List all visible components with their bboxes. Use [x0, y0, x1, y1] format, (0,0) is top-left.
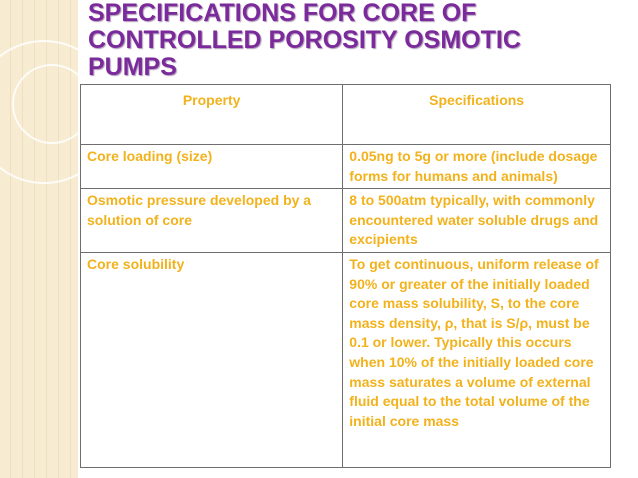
table-row: [81, 252, 611, 467]
spec-cell: 8 to 500atm typically, with commonly encountered water soluble drugs and excipients: [343, 189, 611, 253]
table-header-row: [81, 85, 611, 145]
property-cell: Core solubility: [81, 252, 343, 467]
spec-cell: To get continuous, uniform release of 90% or greater of the initially loaded core mass solubility, S, to the core mass density, ρ, that is S/ρ, must be 0.1 or lower. Typically this occurs when 10% of the initially loaded core mass saturates a volume of external fluid equal to the total volume of the initial core mass: [343, 252, 611, 467]
specifications-table: [80, 84, 611, 468]
property-cell: Core loading (size): [81, 145, 343, 189]
property-cell: Osmotic pressure developed by a solution of core: [81, 189, 343, 253]
slide-title: SPECIFICATIONS FOR CORE OF CONTROLLED POROSITY OSMOTIC PUMPS: [88, 0, 521, 81]
table-row: [81, 189, 611, 253]
header-property: Property: [81, 85, 343, 145]
header-specifications: Specifications: [343, 85, 611, 145]
spec-cell: 0.05ng to 5g or more (include dosage forms for humans and animals): [343, 145, 611, 189]
table-row: [81, 145, 611, 189]
